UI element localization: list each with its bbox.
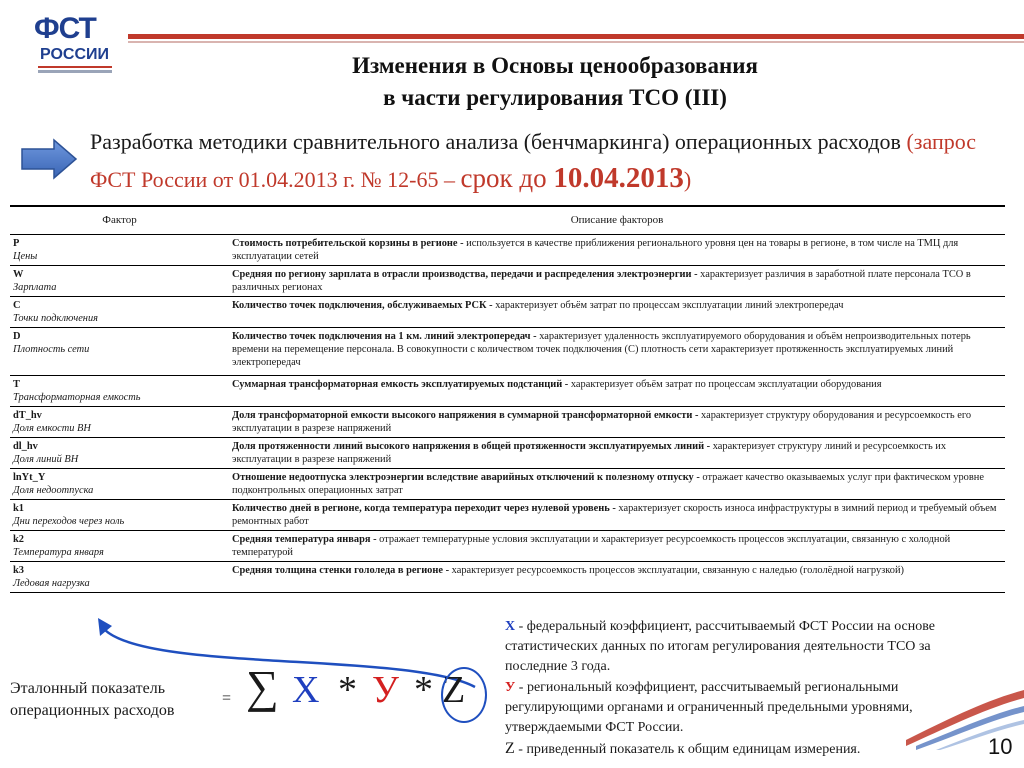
description-bold: Количество точек подключения, обслуживаемых РСК - — [232, 300, 493, 311]
note-z-text: - приведенный показатель к общим единицам измерения. — [514, 742, 861, 757]
header-red-line-thin — [128, 41, 1024, 43]
factor-cell — [10, 469, 229, 500]
factor-code: dT_hv — [13, 410, 42, 421]
logo-text-fst: ФСТ — [34, 12, 96, 45]
logo-text-russia: РОССИИ — [40, 46, 110, 63]
description-cell — [229, 235, 1005, 266]
factor-code: k1 — [13, 503, 24, 514]
description-text: характеризует ресурсоемкость процессов эксплуатации, связанную с наледью (гололёдной нагрузкой) — [449, 565, 904, 576]
logo-small-line — [38, 70, 112, 73]
formula-label: Эталонный показатель операционных расходов — [10, 680, 175, 719]
description-cell — [229, 407, 1005, 438]
description-cell — [229, 469, 1005, 500]
description-cell — [229, 438, 1005, 469]
factor-code: lnYt_Y — [13, 472, 46, 483]
factor-name: Доля емкости ВН — [13, 423, 91, 434]
factor-name: Доля линий ВН — [13, 454, 79, 465]
factor-code: k2 — [13, 534, 24, 545]
factor-name: Цены — [13, 251, 38, 262]
factor-cell — [10, 266, 229, 297]
note-y-text: - региональный коэффициент, рассчитываемый региональными регулирующими органами и ограниченный предельными уровнями, утверждаемыми ФСТ России. — [505, 680, 913, 735]
table-header-row — [10, 207, 1005, 235]
page-number: 10 — [988, 734, 1013, 759]
factor-code: dl_hv — [13, 441, 38, 452]
factor-name: Трансформаторная емкость — [13, 392, 141, 403]
factor-code: T — [13, 379, 20, 390]
table-row — [10, 500, 1005, 531]
description-text: отражает качество оказываемых услуг при фактическом уровне подконтрольных операционных затрат — [232, 472, 984, 496]
factor-code: P — [13, 238, 20, 249]
note-z-key: Z — [505, 740, 515, 757]
z-highlight-circle — [441, 667, 487, 723]
description-text: характеризует скорость износа инфраструктуры в зимний период и требуемый объем ремонтных работ — [232, 503, 997, 527]
factor-name: Доля недоотпуска — [13, 485, 94, 496]
factor-cell — [10, 438, 229, 469]
table-row — [10, 297, 1005, 328]
subtitle-main: Разработка методики сравнительного анализа (бенчмаркинга) операционных расходов — [90, 129, 907, 154]
slide-title-line1: Изменения в Основы ценообразования — [352, 53, 758, 78]
factor-cell — [10, 407, 229, 438]
description-cell — [229, 376, 1005, 407]
description-text: характеризует структуру оборудования и ресурсоемкость его эксплуатации в разрезе напряжений — [232, 410, 972, 434]
factor-cell — [10, 376, 229, 407]
description-text: характеризует объём затрат по процессам эксплуатации оборудования — [568, 379, 882, 390]
table-row — [10, 407, 1005, 438]
description-bold: Доля трансформаторной емкости высокого напряжения в суммарной трансформаторной емкости - — [232, 410, 699, 421]
factor-name: Температура января — [13, 547, 104, 558]
factor-name: Плотность сети — [13, 344, 90, 355]
description-bold: Суммарная трансформаторная емкость эксплуатируемых подстанций - — [232, 379, 569, 390]
table-row — [10, 562, 1005, 593]
note-x — [505, 617, 985, 677]
header-red-line — [128, 34, 1024, 39]
factor-code: D — [13, 331, 21, 342]
factor-name: Точки подключения — [13, 313, 98, 324]
table-row — [10, 235, 1005, 266]
table-row — [10, 376, 1005, 407]
description-cell — [229, 500, 1005, 531]
formula-y: У — [372, 669, 399, 711]
note-x-key: Х — [505, 619, 516, 634]
formula-x: Х — [292, 669, 320, 711]
arrow-right-icon — [20, 138, 78, 180]
formula-star-1: * — [338, 669, 357, 711]
factor-cell — [10, 328, 229, 376]
factor-cell — [10, 531, 229, 562]
table-row — [10, 328, 1005, 376]
factor-code: W — [13, 269, 24, 280]
description-text: характеризует структуру линий и ресурсоемкость их эксплуатации в разрезе напряжений — [232, 441, 947, 465]
description-bold: Отношение недоотпуска электроэнергии вследствие аварийных отключений к полезному отпуску - — [232, 472, 700, 483]
formula-star-2: * — [414, 669, 433, 711]
description-cell — [229, 531, 1005, 562]
factor-cell — [10, 562, 229, 593]
note-x-text: - федеральный коэффициент, рассчитываемый ФСТ России на основе статистических данных по итогам регулирования деятельности ТСО за последние 3 года. — [505, 619, 936, 674]
description-cell — [229, 266, 1005, 297]
table-rows — [10, 235, 1005, 593]
table-row — [10, 469, 1005, 500]
description-cell — [229, 297, 1005, 328]
description-text: характеризует различия в заработной плате персонала ТСО в различных регионах — [232, 269, 971, 293]
logo-red-line — [38, 66, 112, 68]
subtitle — [90, 124, 1010, 198]
subtitle-request: (запрос ФСТ России от 01.04.2013 г. № 12-65 – — [90, 129, 977, 192]
description-cell — [229, 562, 1005, 593]
description-bold: Стоимость потребительской корзины в регионе - — [232, 238, 464, 249]
slide-title — [200, 50, 910, 114]
description-bold: Средняя температура января - — [232, 534, 377, 545]
description-text: отражает температурные условия эксплуатации и характеризует ресурсоемкость процессов эксплуатации, связанную с холодной температурой — [232, 534, 951, 558]
slide-title-line2: в части регулирования ТСО (III) — [383, 85, 727, 110]
description-bold: Доля протяженности линий высокого напряжения в общей протяженности эксплуатируемых линий - — [232, 441, 711, 452]
deadline-date: 10.04.2013 — [553, 162, 684, 194]
factor-cell — [10, 235, 229, 266]
deadline-prefix: срок до — [460, 163, 554, 193]
fst-logo — [30, 8, 126, 80]
table-row — [10, 531, 1005, 562]
factor-name: Дни переходов через ноль — [13, 516, 125, 527]
sigma-icon: ∑ — [246, 661, 279, 712]
description-bold: Количество дней в регионе, когда температура переходит через нулевой уровень - — [232, 503, 616, 514]
subtitle-deadline — [461, 163, 684, 193]
table-row — [10, 438, 1005, 469]
description-text: используется в качестве приближения регионального уровня цен на товары в регионе, в том числе на ТМЦ для эксплуатации сетей — [232, 238, 959, 262]
factor-code: k3 — [13, 565, 24, 576]
header-description: Описание факторов — [229, 207, 1005, 235]
factor-name: Ледовая нагрузка — [13, 578, 90, 589]
factors-table — [10, 205, 1005, 593]
table-row — [10, 266, 1005, 297]
factor-code: C — [13, 300, 21, 311]
description-bold: Средняя по региону зарплата в отрасли производства, передачи и распределения электроэнергии - — [232, 269, 698, 280]
factor-cell — [10, 500, 229, 531]
description-bold: Средняя толщина стенки гололеда в регионе - — [232, 565, 450, 576]
formula-equals: = — [222, 690, 232, 707]
description-text: характеризует объём затрат по процессам эксплуатации линий электропередач — [492, 300, 844, 311]
subtitle-close: ) — [683, 167, 692, 192]
factor-name: Зарплата — [13, 282, 57, 293]
factor-cell — [10, 297, 229, 328]
factors-table-body — [10, 207, 1005, 593]
description-bold: Количество точек подключения на 1 км. линий электропередач - — [232, 331, 537, 342]
description-cell — [229, 328, 1005, 376]
formula-z: Z — [442, 669, 466, 711]
header-factor: Фактор — [10, 207, 229, 235]
note-y-key: У — [505, 680, 516, 695]
description-text: характеризует удаленность эксплуатируемого оборудования и объём непроизводительных потерь времени на перемещение персонала. В совокупности с количеством точек подключения (С) плотность сети характеризует протяженность эксплуатируемых линий электропередач — [232, 331, 971, 368]
